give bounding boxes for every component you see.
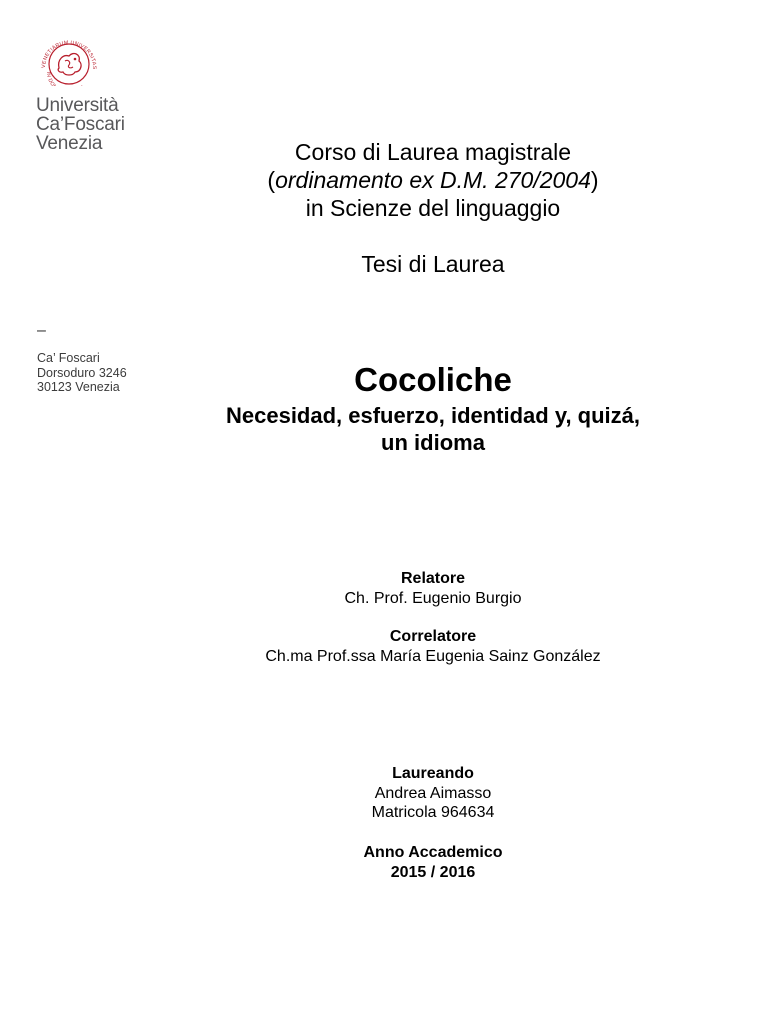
subtitle-line-1: Necesidad, esfuerzo, identidad y, quizá, bbox=[225, 403, 641, 428]
ordinamento-text: ordinamento ex D.M. 270/2004 bbox=[275, 167, 591, 193]
course-line-1: Corso di Laurea magistrale bbox=[294, 139, 572, 165]
anno-accademico-block bbox=[150, 843, 716, 882]
svg-text:IN DOMO FOSCARI: IN DO bbox=[44, 71, 56, 86]
university-name-logo bbox=[36, 96, 125, 153]
university-address bbox=[37, 351, 127, 395]
address-line-name: Ca’ Foscari bbox=[37, 351, 100, 365]
address-line-city: 30123 Venezia bbox=[37, 380, 120, 394]
correlatore-block bbox=[150, 627, 716, 666]
laureando-matricola: Matricola 964634 bbox=[371, 804, 495, 821]
laureando-label: Laureando bbox=[392, 765, 474, 782]
relatore-label: Relatore bbox=[400, 570, 466, 587]
logo-line-cafoscari: Ca’Foscari bbox=[36, 114, 125, 135]
open-paren: ( bbox=[267, 167, 276, 193]
anno-value: 2015 / 2016 bbox=[390, 863, 476, 881]
laureando-name: Andrea Aimasso bbox=[374, 784, 492, 802]
correlatore-name: Ch.ma Prof.ssa María Eugenia Sainz González bbox=[265, 647, 601, 665]
anno-label: Anno Accademico bbox=[363, 844, 503, 861]
subtitle-line-2: un idioma bbox=[381, 430, 485, 455]
course-heading bbox=[150, 138, 716, 222]
address-line-street: Dorsoduro 3246 bbox=[37, 365, 127, 380]
correlatore-label: Correlatore bbox=[389, 628, 477, 645]
address-dash: – bbox=[37, 322, 46, 339]
logo-line-venezia: Venezia bbox=[36, 133, 103, 154]
svg-text:VENETIARUM UNIVERSITAS: VENETIARUM UNIVERSITAS bbox=[40, 39, 98, 70]
course-line-3: in Scienze del linguaggio bbox=[305, 195, 561, 221]
course-line-2 bbox=[150, 166, 716, 194]
relatore-name: Ch. Prof. Eugenio Burgio bbox=[344, 589, 522, 607]
close-paren: ) bbox=[590, 167, 599, 193]
tesi-di-laurea: Tesi di Laurea bbox=[361, 251, 505, 277]
university-seal-logo bbox=[35, 34, 103, 86]
thesis-title: Cocoliche bbox=[354, 361, 512, 398]
logo-line-universita: Università bbox=[36, 95, 119, 116]
relatore-block bbox=[150, 569, 716, 608]
thesis-subtitle bbox=[150, 402, 716, 456]
laureando-block bbox=[150, 764, 716, 823]
